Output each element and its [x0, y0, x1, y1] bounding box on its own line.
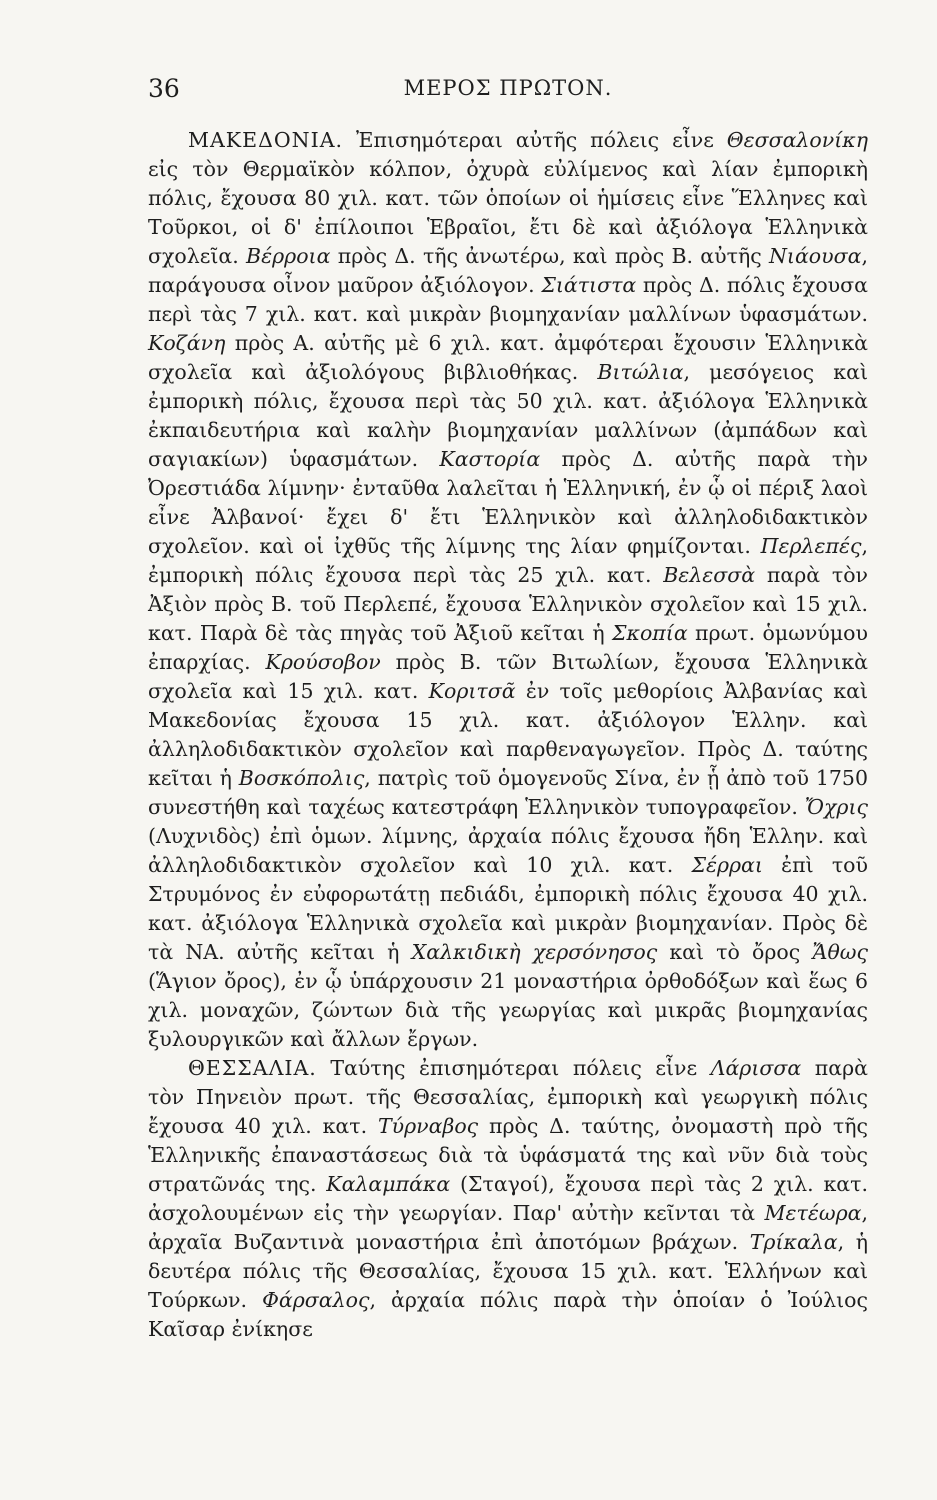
paragraph-macedonia: [148, 126, 868, 1054]
text-run: , ἀρχαῖα Βυζαντινὰ μοναστήρια ἐπὶ ἀποτόμων βράχων.: [148, 1201, 868, 1254]
text-run: πρὸς Δ. αὐτῆς παρὰ τὴν Ὀρεστιάδα λίμνην· ἐνταῦθα λαλεῖται ἡ Ἑλληνική, ἐν ᾧ οἱ πέριξ λαοὶ εἶνε Ἀλβανοί· ἔχει δ' ἔτι Ἑλληνικὸν καὶ ἀλληλοδιδακτικὸν σχολεῖον. καὶ οἱ ἰχθῦς τῆς λίμνης της λίαν φημίζονται.: [148, 447, 868, 558]
text-run: καὶ τὸ ὄρος: [657, 940, 813, 964]
text-run: πρὸς Β. τῶν Βιτωλίων, ἔχουσα Ἑλληνικὰ σχολεῖα καὶ 15 χιλ. κατ.: [148, 650, 869, 703]
place-name: Φάρσαλος: [262, 1288, 370, 1312]
text-run: , πατρὶς τοῦ ὁμογενοῦς Σίνα, ἐν ᾗ ἀπὸ τοῦ 1750 συνεστήθη καὶ ταχέως κατεστράφη Ἑλληνικὸν τυπογραφεῖον.: [148, 766, 868, 819]
place-name: Μετέωρα: [764, 1201, 862, 1225]
body-text: [148, 126, 868, 1344]
place-name: Βιτώλια: [597, 360, 684, 384]
place-name: Σέρραι: [691, 853, 763, 877]
place-name: Περλεπές: [760, 534, 862, 558]
place-name: Σκοπία: [612, 621, 688, 645]
place-name: Σιάτιστα: [541, 273, 637, 297]
place-name: Τύρναβος: [377, 1114, 479, 1138]
section-heading-macedonia: ΜΑΚΕΔΟΝΙΑ.: [188, 128, 344, 152]
place-name: Κοριτσᾶ: [428, 679, 516, 703]
place-name: Νιάουσα: [768, 244, 862, 268]
text-run: , ἀρχαία πόλις παρὰ τὴν ὁποίαν ὁ Ἰούλιος Καῖσαρ ἐνίκησε: [148, 1288, 868, 1341]
place-name: Χαλκιδικὴ χερσόνησος: [411, 940, 658, 964]
text-run: πρὸς Δ. ταύτης, ὀνομαστὴ πρὸ τῆς Ἑλληνικῆς ἐπαναστάσεως διὰ τὰ ὑφάσματά της καὶ νῦν διὰ τοὺς στρατῶνάς της.: [148, 1114, 869, 1196]
text-run: , ἐμπορικὴ πόλις ἔχουσα περὶ τὰς 25 χιλ. κατ.: [148, 534, 868, 587]
text-run: (Σταγοί), ἔχουσα περὶ τὰς 2 χιλ. κατ. ἀσχολουμένων εἰς τὴν γεωργίαν. Παρ' αὐτὴν κεῖνται τὰ: [148, 1172, 868, 1225]
text-run: Ταύτης ἐπισημότεραι πόλεις εἶνε: [330, 1056, 711, 1080]
place-name: Ἄθως: [812, 940, 868, 964]
text-run: πρὸς Α. αὐτῆς μὲ 6 χιλ. κατ. ἀμφότεραι ἔχουσιν Ἑλληνικὰ σχολεῖα καὶ ἀξιολόγους βιβλιοθήκας.: [148, 331, 868, 384]
text-run: παρὰ τὸν Ἀξιὸν πρὸς Β. τοῦ Περλεπέ, ἔχουσα Ἑλληνικὸν σχολεῖον καὶ 15 χιλ. κατ. Παρὰ δὲ τὰς πηγὰς τοῦ Ἀξιοῦ κεῖται ἡ: [148, 563, 869, 645]
place-name: Κρούσοβον: [265, 650, 381, 674]
place-name: Βέρροια: [246, 244, 331, 268]
text-run: (Λυχνιδὸς) ἐπὶ ὁμων. λίμνης, ἀρχαία πόλις ἔχουσα ἤδη Ἑλλην. καὶ ἀλληλοδιδακτικὸν σχολεῖον καὶ 10 χιλ. κατ.: [148, 824, 868, 877]
running-title: ΜΕΡΟΣ ΠΡΩΤΟΝ.: [403, 76, 613, 100]
place-name: Ὄχρις: [804, 795, 868, 819]
text-run: , μεσόγειος καὶ ἐμπορικὴ πόλις, ἔχουσα περὶ τὰς 50 χιλ. κατ. ἀξιόλογα Ἑλληνικὰ ἐκπαιδευτήρια καὶ καλὴν βιομηχανίαν μαλλίνων (ἀμπάδων καὶ σαγιακίων) ὑφασμάτων.: [148, 360, 868, 471]
place-name: Θεσσαλονίκη: [726, 128, 868, 152]
text-run: εἰς τὸν Θερμαϊκὸν κόλπον, ὀχυρὰ εὐλίμενος καὶ λίαν ἐμπορικὴ πόλις, ἔχουσα 80 χιλ. κατ. τῶν ὁποίων οἱ ἡμίσεις εἶνε Ἕλληνες καὶ Τοῦρκοι, οἱ δ' ἐπίλοιποι Ἑβραῖοι, ἔτι δὲ καὶ ἀξιόλογα Ἑλληνικὰ σχολεῖα.: [148, 157, 868, 268]
text-run: , ἡ δευτέρα πόλις τῆς Θεσσαλίας, ἔχουσα 15 χιλ. κατ. Ἑλλήνων καὶ Τούρκων.: [148, 1230, 868, 1312]
text-run: (Ἅγιον ὄρος), ἐν ᾧ ὑπάρχουσιν 21 μοναστήρια ὀρθοδόξων καὶ ἕως 6 χιλ. μοναχῶν, ζώντων διὰ τῆς γεωργίας καὶ μικρᾶς βιομηχανίας ξυλουργικῶν καὶ ἄλλων ἔργων.: [148, 969, 868, 1051]
text-run: , παράγουσα οἶνον μαῦρον ἀξιόλογον.: [148, 244, 868, 297]
place-name: Βοσκόπολις: [238, 766, 365, 790]
text-run: πρὸς Δ. τῆς ἀνωτέρω, καὶ πρὸς Β. αὐτῆς: [330, 244, 769, 268]
place-name: Λάρισσα: [710, 1056, 802, 1080]
paragraph-thessaly: [148, 1054, 868, 1344]
place-name: Βελεσσὰ: [663, 563, 756, 587]
text-run: πρὸς Δ. πόλις ἔχουσα περὶ τὰς 7 χιλ. κατ. καὶ μικρὰν βιομηχανίαν μαλλίνων ὑφασμάτων.: [148, 273, 868, 326]
place-name: Καστορία: [439, 447, 541, 471]
section-heading-thessaly: ΘΕΣΣΑΛΙΑ.: [188, 1056, 317, 1080]
text-run: Ἐπισημότεραι αὐτῆς πόλεις εἶνε: [356, 128, 727, 152]
page-number: 36: [148, 74, 180, 103]
place-name: Καλαμπάκα: [326, 1172, 451, 1196]
text-run: ἐν τοῖς μεθορίοις Ἀλβανίας καὶ Μακεδονίας ἔχουσα 15 χιλ. κατ. ἀξιόλογον Ἑλλην. καὶ ἀλληλοδιδακτικὸν σχολεῖον καὶ παρθεναγωγεῖον. Πρὸς Δ. ταύτης κεῖται ἡ: [148, 679, 868, 790]
text-run: παρὰ τὸν Πηνειὸν πρωτ. τῆς Θεσσαλίας, ἐμπορικὴ καὶ γεωργικὴ πόλις ἔχουσα 40 χιλ. κατ.: [148, 1056, 868, 1138]
text-run: ἐπὶ τοῦ Στρυμόνος ἐν εὐφορωτάτῃ πεδιάδι, ἐμπορικὴ πόλις ἔχουσα 40 χιλ. κατ. ἀξιόλογα Ἑλληνικὰ σχολεῖα καὶ μικρὰν βιομηχανίαν. Πρὸς δὲ τὰ ΝΑ. αὐτῆς κεῖται ἡ: [148, 853, 868, 964]
text-run: πρωτ. ὁμωνύμου ἐπαρχίας.: [148, 621, 868, 674]
page-header: [148, 74, 868, 104]
place-name: Κοζάνη: [148, 331, 226, 355]
place-name: Τρίκαλα: [749, 1230, 838, 1254]
